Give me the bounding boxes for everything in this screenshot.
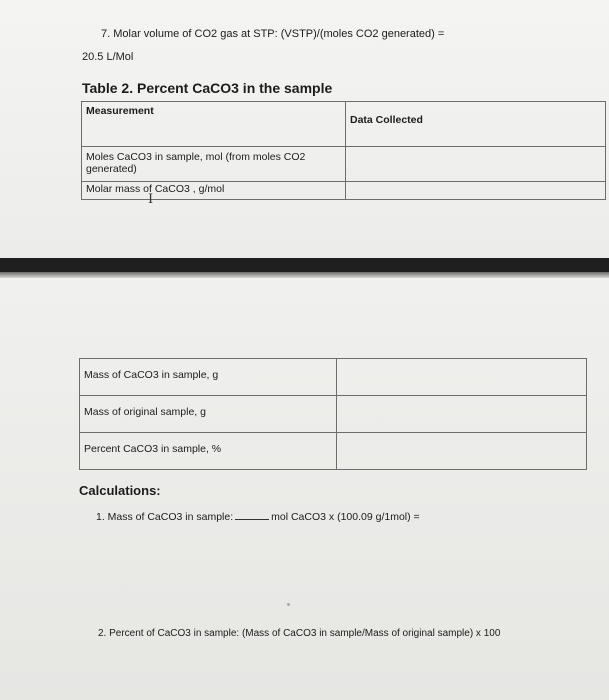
row-value-moles-caco3[interactable] [346, 147, 606, 182]
paper-speck [287, 603, 290, 606]
calculation-1 [96, 511, 420, 523]
calculations-title: Calculations: [79, 483, 161, 498]
table-2-title: Table 2. Percent CaCO3 in the sample [82, 80, 333, 96]
header-data-collected: Data Collected [346, 102, 606, 147]
row-label-molar-mass: Molar mass of CaCO3 , g/mol [82, 182, 346, 200]
table-2 [81, 101, 606, 200]
question-7: 7. Molar volume of CO2 gas at STP: (VSTP)/(moles CO2 generated) = [101, 28, 445, 40]
text-cursor-icon: I [148, 192, 154, 207]
calculation-1-suffix: mol CaCO3 x (100.09 g/1mol) = [271, 511, 420, 523]
row-value-mass-original[interactable] [337, 396, 587, 433]
row-label-mass-original: Mass of original sample, g [80, 396, 337, 433]
row-label-percent-caco3: Percent CaCO3 in sample, % [80, 433, 337, 470]
header-measurement: Measurement [82, 102, 346, 147]
table-row [82, 147, 606, 182]
answer-blank[interactable] [235, 519, 269, 520]
table-row [80, 396, 587, 433]
question-7-answer: 20.5 L/Mol [82, 51, 134, 63]
page-divider-shadow [0, 258, 609, 272]
table-row [80, 433, 587, 470]
row-label-mass-caco3: Mass of CaCO3 in sample, g [80, 359, 337, 396]
table-header-row [82, 102, 606, 147]
row-value-percent-caco3[interactable] [337, 433, 587, 470]
row-value-mass-caco3[interactable] [337, 359, 587, 396]
calculation-2: 2. Percent of CaCO3 in sample: (Mass of CaCO3 in sample/Mass of original sample) x 100 [98, 628, 501, 639]
calculation-1-prefix: 1. Mass of CaCO3 in sample: [96, 511, 234, 523]
row-label-moles-caco3: Moles CaCO3 in sample, mol (from moles CO2 generated) [82, 147, 346, 182]
table-2-continued [79, 358, 587, 470]
table-row [80, 359, 587, 396]
table-row [82, 182, 606, 200]
row-value-molar-mass[interactable] [346, 182, 606, 200]
